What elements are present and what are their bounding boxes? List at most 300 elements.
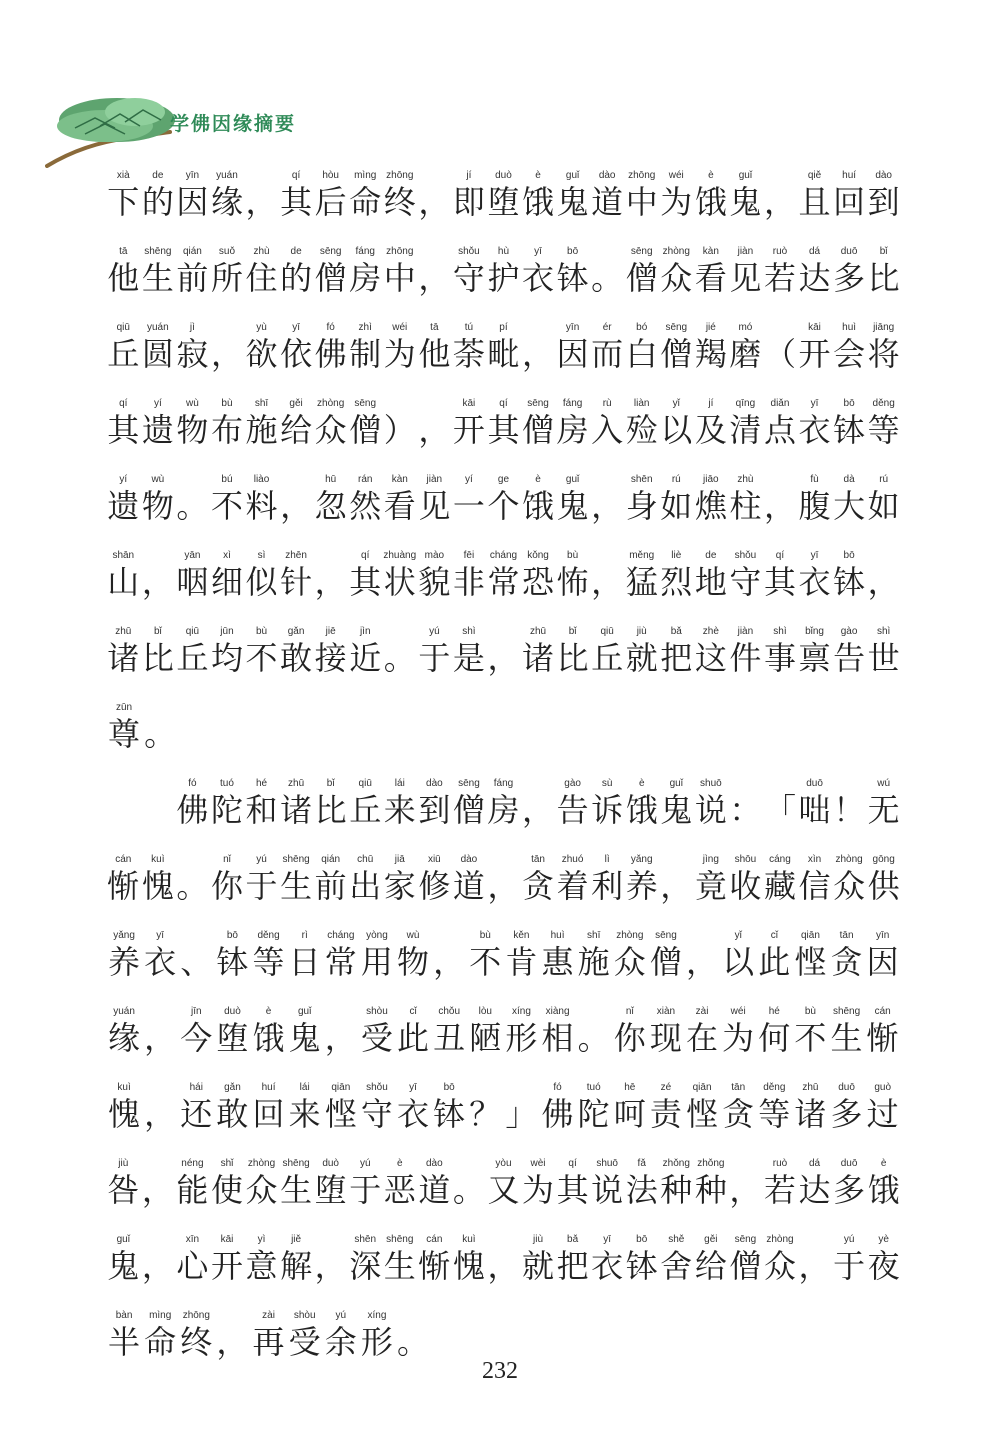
hanzi: 还 — [180, 1095, 213, 1133]
ruby-char — [540, 1082, 576, 1140]
ruby-char — [797, 854, 832, 912]
ruby-char — [797, 322, 832, 380]
hanzi: 衣 — [798, 563, 831, 601]
hanzi: ， — [487, 867, 520, 905]
hanzi: 意 — [245, 1247, 278, 1285]
pinyin: yí — [465, 474, 473, 485]
ruby-char — [590, 1158, 625, 1216]
ruby-char — [555, 550, 590, 608]
hanzi: ， — [418, 259, 451, 297]
pinyin: bō — [226, 930, 238, 941]
ruby-char — [452, 550, 487, 608]
pinyin: zhòng — [317, 398, 345, 409]
pinyin: jiāo — [703, 474, 719, 485]
hanzi: ， — [522, 335, 555, 373]
pinyin: duō — [806, 778, 823, 789]
hanzi: 身 — [625, 487, 658, 525]
hanzi: 陀 — [577, 1095, 610, 1133]
ruby-char — [210, 1234, 245, 1292]
hanzi: 开 — [798, 335, 831, 373]
hanzi: ， — [660, 867, 693, 905]
ruby-char — [521, 778, 556, 836]
ruby-char — [728, 246, 763, 304]
pinyin: bǐ — [326, 778, 335, 789]
hanzi: 比 — [556, 639, 589, 677]
pinyin: yī — [409, 1082, 417, 1093]
pinyin: bǎ — [567, 1234, 579, 1245]
hanzi: ， — [141, 1171, 174, 1209]
ruby-char — [141, 1234, 176, 1292]
ruby-char — [832, 626, 867, 684]
pinyin: shuō — [596, 1158, 618, 1169]
ruby-char — [279, 322, 314, 380]
ruby-char — [383, 246, 418, 304]
ruby-char — [486, 550, 521, 608]
pinyin: bō — [443, 1082, 455, 1093]
hanzi: ， — [314, 563, 347, 601]
text-line — [106, 1140, 901, 1216]
pinyin: cán — [874, 1006, 891, 1017]
pinyin: yǐ — [672, 398, 680, 409]
text-line — [106, 1292, 901, 1368]
ruby-char — [486, 398, 521, 456]
pinyin: xì — [223, 550, 231, 561]
ruby-char — [141, 1158, 176, 1216]
hanzi: 房 — [487, 791, 520, 829]
pinyin: zhǒng — [697, 1158, 725, 1169]
pinyin: qián — [182, 246, 202, 257]
ruby-char — [106, 1234, 141, 1292]
pinyin: guǐ — [565, 170, 580, 181]
pinyin: bō — [843, 550, 855, 561]
pinyin: gǎn — [287, 626, 305, 637]
pinyin: zhōng — [182, 1310, 210, 1321]
hanzi: 因 — [866, 943, 899, 981]
pinyin: sēng — [665, 322, 688, 333]
hanzi: 修 — [418, 867, 451, 905]
hanzi: 遗 — [107, 487, 140, 525]
pinyin: suǒ — [218, 246, 236, 257]
pinyin: mào — [424, 550, 445, 561]
pinyin: shì — [462, 626, 476, 637]
hanzi: 大 — [833, 487, 866, 525]
hanzi: 众 — [245, 1171, 278, 1209]
hanzi: 布 — [210, 411, 243, 449]
pinyin: shēn — [354, 1234, 377, 1245]
pinyin: ruò — [772, 246, 788, 257]
hanzi: 见 — [418, 487, 451, 525]
hanzi: 悭 — [324, 1095, 357, 1133]
hanzi: ， — [245, 183, 278, 221]
hanzi: 饿 — [694, 183, 727, 221]
hanzi: 其 — [349, 563, 382, 601]
text-line — [106, 532, 901, 608]
ruby-char — [694, 474, 729, 532]
hanzi: ： — [729, 791, 762, 829]
pinyin: gěi — [704, 1234, 718, 1245]
ruby-char — [313, 778, 348, 836]
hanzi: 在 — [686, 1019, 719, 1057]
hanzi: 入 — [591, 411, 624, 449]
ruby-char — [486, 854, 521, 912]
hanzi: 到 — [418, 791, 451, 829]
pinyin: chǒu — [438, 1006, 461, 1017]
hanzi: 道 — [418, 1171, 451, 1209]
ruby-char — [590, 246, 625, 304]
pinyin: gōng — [872, 854, 895, 865]
ruby-char — [175, 626, 210, 684]
pinyin: shēng — [282, 1158, 310, 1169]
ruby-char — [395, 1006, 431, 1064]
pinyin: hē — [624, 1082, 636, 1093]
ruby-char — [659, 550, 694, 608]
ruby-char — [612, 1006, 648, 1064]
hanzi: 羯 — [694, 335, 727, 373]
pinyin: xíng — [367, 1310, 387, 1321]
hanzi: 僧 — [349, 411, 382, 449]
ruby-char — [244, 1158, 279, 1216]
pinyin: jiù — [118, 1158, 129, 1169]
text-line — [106, 684, 901, 760]
pinyin: kāi — [808, 322, 821, 333]
pinyin: shòu — [293, 1310, 316, 1321]
pinyin: lòu — [478, 1006, 492, 1017]
hanzi: 清 — [729, 411, 762, 449]
ruby-char — [467, 1082, 503, 1140]
hanzi: 种 — [660, 1171, 693, 1209]
hanzi: 惭 — [866, 1019, 899, 1057]
ruby-char — [829, 1082, 865, 1140]
ruby-char — [383, 626, 418, 684]
pinyin: jí — [708, 398, 714, 409]
hanzi: 件 — [729, 639, 762, 677]
ruby-char — [175, 1234, 210, 1292]
text-line — [106, 152, 901, 228]
pinyin: nǐ — [625, 1006, 634, 1017]
pinyin: è — [265, 1006, 272, 1017]
ruby-char — [142, 702, 178, 760]
ruby-char — [756, 1082, 792, 1140]
ruby-char — [728, 1234, 763, 1292]
ruby-char — [728, 170, 763, 228]
pinyin: è — [638, 778, 645, 789]
hanzi: 堕 — [216, 1019, 249, 1057]
pinyin: yòng — [366, 930, 388, 941]
hanzi: 藏 — [763, 867, 796, 905]
ruby-char — [797, 778, 832, 836]
hanzi: 能 — [176, 1171, 209, 1209]
ruby-char — [210, 1158, 245, 1216]
ruby-char — [244, 1234, 279, 1292]
ruby-char — [313, 322, 348, 380]
hanzi: 如 — [660, 487, 693, 525]
pinyin: děng — [763, 1082, 786, 1093]
pinyin: mìng — [149, 1310, 172, 1321]
ruby-char — [555, 1234, 590, 1292]
ruby-char — [486, 1158, 521, 1216]
hanzi: 此 — [758, 943, 791, 981]
ruby-char — [348, 246, 383, 304]
ruby-char — [178, 930, 214, 988]
pinyin: dào — [426, 778, 443, 789]
pinyin: tā — [119, 246, 128, 257]
ruby-char — [792, 1082, 828, 1140]
ruby-char — [659, 474, 694, 532]
ruby-char — [624, 1234, 659, 1292]
hanzi: 陋 — [469, 1019, 502, 1057]
hanzi: 圆 — [141, 335, 174, 373]
ruby-char — [756, 1006, 792, 1064]
ruby-char — [417, 550, 452, 608]
ruby-char — [279, 246, 314, 304]
ruby-char — [684, 1006, 720, 1064]
hanzi: 于 — [418, 639, 451, 677]
ruby-char — [244, 322, 279, 380]
ruby-char — [832, 854, 867, 912]
ruby-char — [452, 170, 487, 228]
hanzi: 僧 — [649, 943, 682, 981]
hanzi: 钵 — [556, 259, 589, 297]
hanzi: ， — [144, 1019, 177, 1057]
hanzi: 生 — [830, 1019, 863, 1057]
pinyin: fó — [326, 322, 335, 333]
pinyin: de — [705, 550, 717, 561]
ruby-char — [313, 474, 348, 532]
ruby-char — [348, 778, 383, 836]
pinyin: gěi — [289, 398, 303, 409]
pinyin: shì — [773, 626, 787, 637]
hanzi: 说 — [694, 791, 727, 829]
ruby-char — [244, 170, 279, 228]
hanzi: 事 — [763, 639, 796, 677]
pinyin: jiāng — [873, 322, 895, 333]
ruby-char — [175, 398, 210, 456]
ruby-char — [521, 550, 556, 608]
pinyin: guò — [874, 1082, 892, 1093]
pinyin: qiān — [692, 1082, 712, 1093]
ruby-char — [684, 930, 720, 988]
pinyin: bǐ — [879, 246, 888, 257]
ruby-char — [624, 626, 659, 684]
ruby-char — [659, 246, 694, 304]
pinyin: lái — [394, 778, 405, 789]
pinyin: zhū — [115, 626, 132, 637]
hanzi: 殓 — [625, 411, 658, 449]
pinyin: huí — [842, 170, 857, 181]
hanzi: 磨 — [729, 335, 762, 373]
ruby-char — [431, 930, 467, 988]
hanzi: ， — [763, 183, 796, 221]
ruby-char — [417, 626, 452, 684]
ruby-char — [763, 246, 798, 304]
hanzi: 常 — [324, 943, 357, 981]
hanzi: 敢 — [216, 1095, 249, 1133]
ruby-char — [417, 398, 452, 456]
pinyin: shēng — [144, 246, 172, 257]
ruby-char — [797, 170, 832, 228]
pinyin: kuì — [117, 1082, 131, 1093]
ruby-char — [540, 1006, 576, 1064]
hanzi: 的 — [141, 183, 174, 221]
hanzi: 为 — [522, 1171, 555, 1209]
pinyin: kāi — [462, 398, 476, 409]
pinyin: è — [397, 1158, 403, 1169]
ruby-char — [728, 550, 763, 608]
pinyin: xiàn — [656, 1006, 676, 1017]
hanzi: 丘 — [107, 335, 140, 373]
ruby-char — [175, 1158, 210, 1216]
hanzi: 命 — [349, 183, 382, 221]
text-line — [106, 304, 901, 380]
ruby-char — [555, 322, 590, 380]
hanzi: ？ — [469, 1095, 502, 1133]
pinyin: bǐ — [568, 626, 577, 637]
hanzi: 愧 — [108, 1095, 141, 1133]
text-line — [106, 988, 901, 1064]
hanzi: 法 — [625, 1171, 658, 1209]
ruby-char — [521, 1158, 556, 1216]
ruby-char — [106, 170, 141, 228]
pinyin: jiù — [636, 626, 647, 637]
hanzi: 其 — [280, 183, 313, 221]
pinyin: mìng — [354, 170, 377, 181]
ruby-char — [141, 398, 176, 456]
pinyin: qiū — [600, 626, 614, 637]
pinyin: dào — [460, 854, 478, 865]
ruby-char — [452, 626, 487, 684]
hanzi: ， — [216, 1323, 249, 1361]
ruby-char — [383, 322, 418, 380]
pinyin: kǒng — [527, 550, 549, 561]
ruby-char — [210, 246, 245, 304]
hanzi: 衣 — [397, 1095, 430, 1133]
hanzi: 。 — [452, 1171, 485, 1209]
hanzi: 点 — [763, 411, 796, 449]
ruby-char — [555, 778, 590, 836]
ruby-char — [467, 1006, 503, 1064]
hanzi: 回 — [252, 1095, 285, 1133]
ruby-char — [659, 170, 694, 228]
ruby-char — [383, 398, 418, 456]
ruby-char — [486, 1234, 521, 1292]
ruby-char — [555, 398, 590, 456]
hanzi: 竟 — [694, 867, 727, 905]
ruby-char — [141, 854, 176, 912]
hanzi: ， — [867, 563, 900, 601]
text-line — [106, 608, 901, 684]
hanzi: ， — [280, 487, 313, 525]
pinyin: yí — [119, 474, 128, 485]
ruby-char — [348, 170, 383, 228]
pinyin: dá — [808, 1158, 821, 1169]
ruby-char — [503, 930, 539, 988]
hanzi: 针 — [280, 563, 313, 601]
hanzi: 怖 — [556, 563, 589, 601]
ruby-char — [141, 246, 176, 304]
hanzi: 下 — [107, 183, 140, 221]
hanzi: 僧 — [452, 791, 485, 829]
pinyin: qí — [291, 170, 301, 181]
ruby-char — [576, 1082, 612, 1140]
pinyin: sù — [601, 778, 613, 789]
ruby-char — [486, 170, 521, 228]
ruby-char — [486, 246, 521, 304]
hanzi: 丘 — [176, 639, 209, 677]
pinyin: néng — [181, 1158, 204, 1169]
ruby-char — [590, 398, 625, 456]
ruby-char — [829, 930, 865, 988]
hanzi: 终 — [180, 1323, 213, 1361]
ruby-char — [383, 170, 418, 228]
hanzi: 以 — [660, 411, 693, 449]
hanzi: 似 — [245, 563, 278, 601]
ruby-char — [728, 474, 763, 532]
hanzi: 以 — [722, 943, 755, 981]
ruby-char — [486, 778, 521, 836]
ruby-char — [279, 398, 314, 456]
ruby-char — [244, 854, 279, 912]
ruby-char — [142, 930, 178, 988]
ruby-char — [763, 474, 798, 532]
ruby-char — [106, 550, 141, 608]
pinyin: hái — [189, 1082, 203, 1093]
ruby-char — [624, 322, 659, 380]
ruby-char — [452, 854, 487, 912]
hanzi: 其 — [487, 411, 520, 449]
pinyin: bù — [804, 1006, 816, 1017]
hanzi: 解 — [280, 1247, 313, 1285]
pinyin: qí — [499, 398, 508, 409]
ruby-char — [452, 1158, 487, 1216]
hanzi: ， — [763, 487, 796, 525]
hanzi: 若 — [763, 1171, 796, 1209]
ruby-char — [141, 626, 176, 684]
hanzi: 众 — [763, 1247, 796, 1285]
hanzi: 护 — [487, 259, 520, 297]
ruby-char — [521, 1234, 556, 1292]
hanzi: 这 — [694, 639, 727, 677]
ruby-char — [792, 930, 828, 988]
ruby-char — [694, 550, 729, 608]
pinyin: jiàn — [737, 626, 754, 637]
hanzi: 告 — [556, 791, 589, 829]
hanzi: 和 — [245, 791, 278, 829]
hanzi: 其 — [556, 1171, 589, 1209]
pinyin: fù — [810, 474, 819, 485]
hanzi: 再 — [252, 1323, 285, 1361]
hanzi: 就 — [625, 639, 658, 677]
pinyin: zhòng — [835, 854, 863, 865]
ruby-char — [694, 398, 729, 456]
hanzi: ， — [144, 1095, 177, 1133]
pinyin: cháng — [489, 550, 518, 561]
hanzi: 禀 — [798, 639, 831, 677]
pinyin: yú — [359, 1158, 371, 1169]
ruby-char — [175, 322, 210, 380]
pinyin: rú — [879, 474, 889, 485]
ruby-char — [521, 626, 556, 684]
ruby-char — [521, 322, 556, 380]
text-body — [106, 152, 901, 1368]
hanzi: 物 — [397, 943, 430, 981]
ruby-char — [431, 1006, 467, 1064]
hanzi: 住 — [245, 259, 278, 297]
pinyin: qiū — [358, 778, 372, 789]
hanzi: 是 — [452, 639, 485, 677]
ruby-char — [348, 398, 383, 456]
hanzi: 来 — [288, 1095, 321, 1133]
hanzi: ， — [418, 183, 451, 221]
